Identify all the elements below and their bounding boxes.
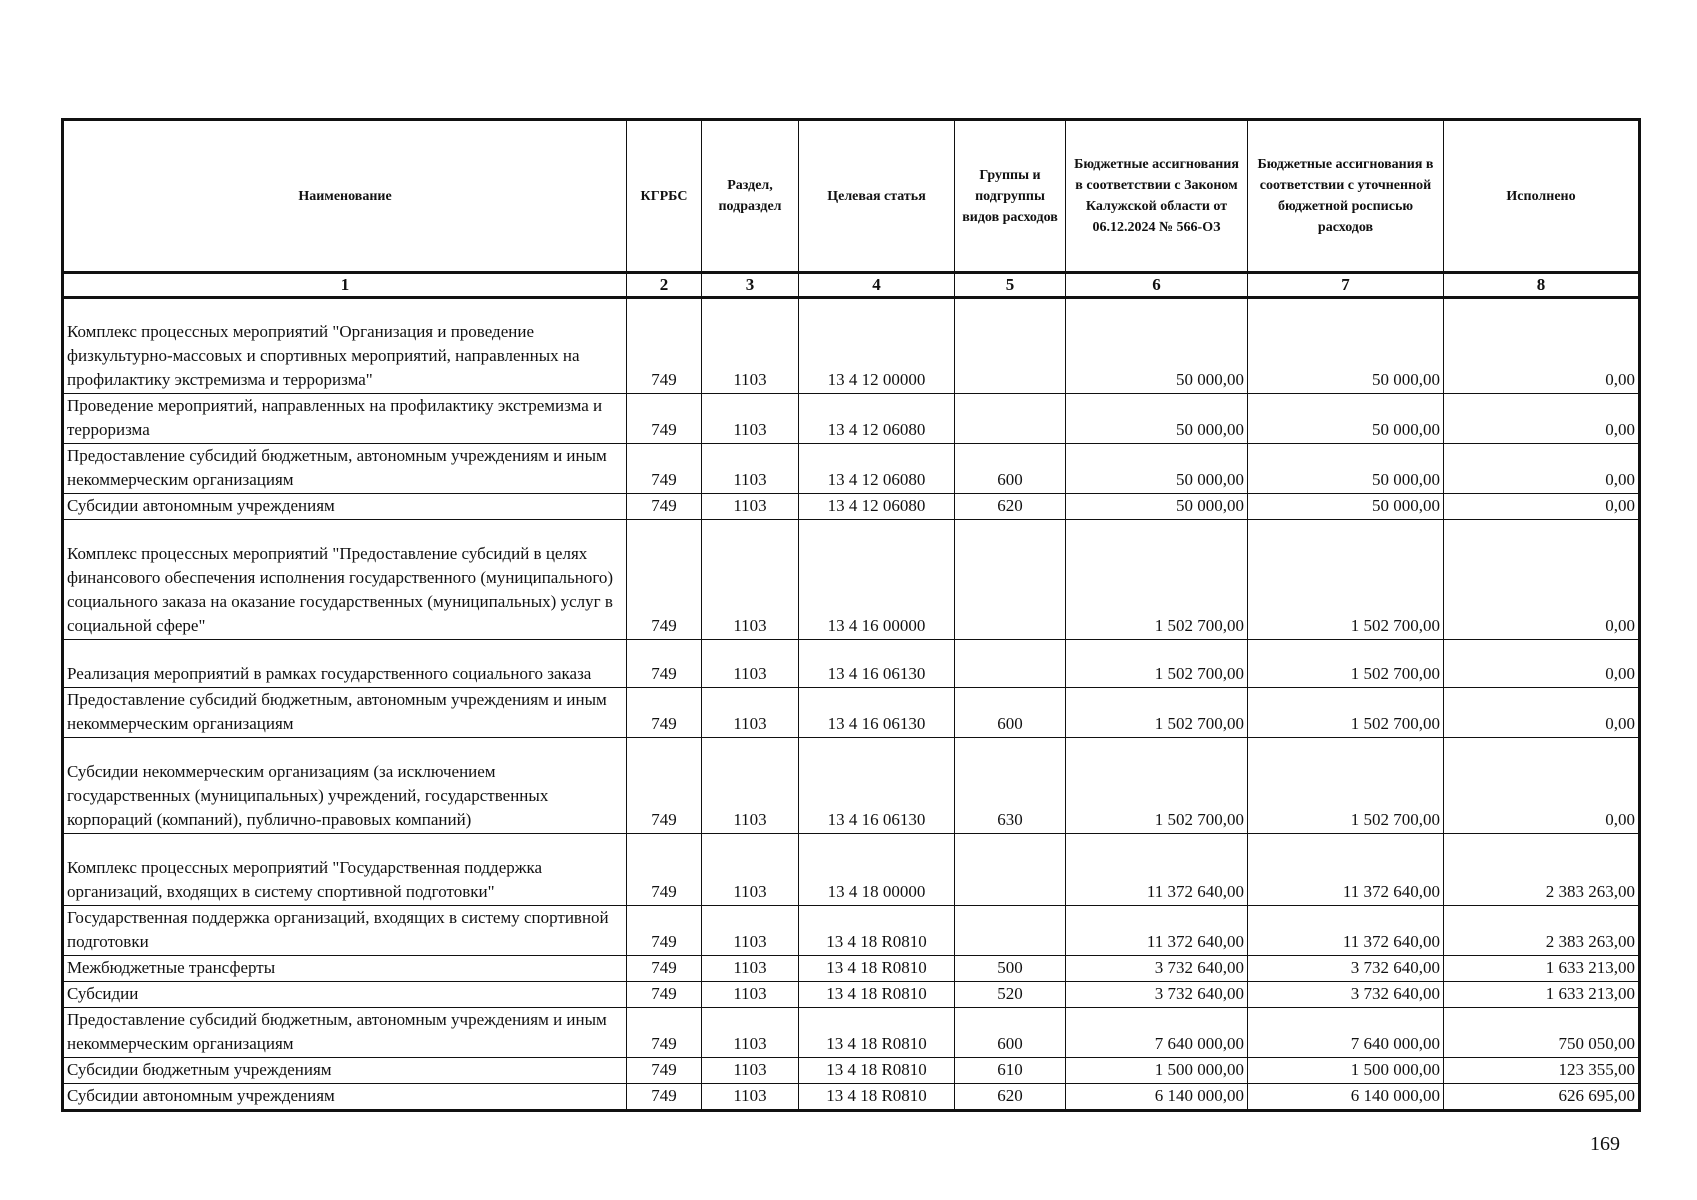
row-law-amount: 50 000,00	[1066, 298, 1248, 394]
row-target: 13 4 18 R0810	[799, 906, 955, 956]
row-kgrbs: 749	[627, 834, 702, 906]
row-law-amount: 50 000,00	[1066, 494, 1248, 520]
column-number: 3	[702, 273, 799, 298]
row-target: 13 4 12 00000	[799, 298, 955, 394]
row-executed-amount: 0,00	[1444, 394, 1640, 444]
column-number: 2	[627, 273, 702, 298]
row-executed-amount: 750 050,00	[1444, 1008, 1640, 1058]
row-executed-amount: 0,00	[1444, 494, 1640, 520]
row-refined-amount: 50 000,00	[1248, 494, 1444, 520]
row-executed-amount: 2 383 263,00	[1444, 906, 1640, 956]
row-kgrbs: 749	[627, 688, 702, 738]
row-refined-amount: 1 502 700,00	[1248, 738, 1444, 834]
row-executed-amount: 123 355,00	[1444, 1058, 1640, 1084]
row-law-amount: 3 732 640,00	[1066, 982, 1248, 1008]
table-row	[63, 738, 1640, 834]
column-number-row	[63, 273, 1640, 298]
row-law-amount: 11 372 640,00	[1066, 906, 1248, 956]
table-row	[63, 1084, 1640, 1111]
row-law-amount: 1 502 700,00	[1066, 640, 1248, 688]
row-refined-amount: 6 140 000,00	[1248, 1084, 1444, 1111]
row-name: Комплекс процессных мероприятий "Организация и проведение физкультурно-массовых и спортивных мероприятий, направленных на профилактику экстремизма и терроризма"	[63, 298, 627, 394]
row-group	[955, 906, 1066, 956]
row-executed-amount: 0,00	[1444, 640, 1640, 688]
row-kgrbs: 749	[627, 1084, 702, 1111]
row-section: 1103	[702, 906, 799, 956]
header-kgrbs: КГРБС	[627, 120, 702, 273]
table-row	[63, 520, 1640, 640]
row-name: Субсидии автономным учреждениям	[63, 1084, 627, 1111]
row-group	[955, 834, 1066, 906]
row-kgrbs: 749	[627, 1058, 702, 1084]
budget-sheet	[61, 118, 1638, 1112]
header-section: Раздел, подраздел	[702, 120, 799, 273]
budget-table	[61, 118, 1641, 1112]
row-name: Комплекс процессных мероприятий "Предоставление субсидий в целях финансового обеспечения исполнения государственного (муниципального) социального заказа на оказание государственных (муниципальных) услуг в социальной сфере"	[63, 520, 627, 640]
row-group: 600	[955, 688, 1066, 738]
row-refined-amount: 3 732 640,00	[1248, 982, 1444, 1008]
row-target: 13 4 18 00000	[799, 834, 955, 906]
row-group	[955, 640, 1066, 688]
row-section: 1103	[702, 956, 799, 982]
table-row	[63, 1008, 1640, 1058]
row-group	[955, 394, 1066, 444]
row-kgrbs: 749	[627, 520, 702, 640]
table-row	[63, 834, 1640, 906]
table-row	[63, 688, 1640, 738]
table-row	[63, 298, 1640, 394]
row-kgrbs: 749	[627, 494, 702, 520]
column-number: 5	[955, 273, 1066, 298]
row-section: 1103	[702, 738, 799, 834]
row-law-amount: 1 502 700,00	[1066, 738, 1248, 834]
row-kgrbs: 749	[627, 906, 702, 956]
row-target: 13 4 18 R0810	[799, 1008, 955, 1058]
row-executed-amount: 0,00	[1444, 298, 1640, 394]
column-number: 7	[1248, 273, 1444, 298]
row-group	[955, 298, 1066, 394]
row-group	[955, 520, 1066, 640]
table-row	[63, 1058, 1640, 1084]
table-row	[63, 494, 1640, 520]
row-name: Реализация мероприятий в рамках государственного социального заказа	[63, 640, 627, 688]
page-number: 169	[1590, 1133, 1620, 1155]
row-law-amount: 11 372 640,00	[1066, 834, 1248, 906]
row-section: 1103	[702, 520, 799, 640]
header-law: Бюджетные ассигнования в соответствии с Законом Калужской области от 06.12.2024 № 566-ОЗ	[1066, 120, 1248, 273]
row-executed-amount: 626 695,00	[1444, 1084, 1640, 1111]
row-kgrbs: 749	[627, 640, 702, 688]
row-section: 1103	[702, 982, 799, 1008]
row-executed-amount: 2 383 263,00	[1444, 834, 1640, 906]
row-section: 1103	[702, 1084, 799, 1111]
row-name: Субсидии	[63, 982, 627, 1008]
row-law-amount: 7 640 000,00	[1066, 1008, 1248, 1058]
row-group: 620	[955, 494, 1066, 520]
row-name: Предоставление субсидий бюджетным, автономным учреждениям и иным некоммерческим организациям	[63, 444, 627, 494]
row-kgrbs: 749	[627, 1008, 702, 1058]
table-row	[63, 394, 1640, 444]
header-executed: Исполнено	[1444, 120, 1640, 273]
row-section: 1103	[702, 688, 799, 738]
row-law-amount: 1 502 700,00	[1066, 688, 1248, 738]
table-row	[63, 906, 1640, 956]
row-refined-amount: 1 502 700,00	[1248, 688, 1444, 738]
row-group: 610	[955, 1058, 1066, 1084]
row-refined-amount: 7 640 000,00	[1248, 1008, 1444, 1058]
row-executed-amount: 0,00	[1444, 520, 1640, 640]
column-number: 4	[799, 273, 955, 298]
row-executed-amount: 1 633 213,00	[1444, 956, 1640, 982]
row-law-amount: 1 502 700,00	[1066, 520, 1248, 640]
table-row	[63, 444, 1640, 494]
row-law-amount: 50 000,00	[1066, 444, 1248, 494]
row-name: Предоставление субсидий бюджетным, автономным учреждениям и иным некоммерческим организациям	[63, 688, 627, 738]
row-section: 1103	[702, 444, 799, 494]
row-refined-amount: 50 000,00	[1248, 394, 1444, 444]
row-refined-amount: 50 000,00	[1248, 444, 1444, 494]
row-name: Проведение мероприятий, направленных на профилактику экстремизма и терроризма	[63, 394, 627, 444]
row-kgrbs: 749	[627, 956, 702, 982]
row-target: 13 4 18 R0810	[799, 1084, 955, 1111]
row-kgrbs: 749	[627, 738, 702, 834]
row-section: 1103	[702, 640, 799, 688]
header-row	[63, 120, 1640, 273]
row-target: 13 4 16 00000	[799, 520, 955, 640]
row-law-amount: 1 500 000,00	[1066, 1058, 1248, 1084]
row-name: Комплекс процессных мероприятий "Государственная поддержка организаций, входящих в систему спортивной подготовки"	[63, 834, 627, 906]
row-target: 13 4 18 R0810	[799, 982, 955, 1008]
column-number: 1	[63, 273, 627, 298]
row-group: 620	[955, 1084, 1066, 1111]
row-section: 1103	[702, 834, 799, 906]
row-executed-amount: 0,00	[1444, 444, 1640, 494]
row-name: Субсидии автономным учреждениям	[63, 494, 627, 520]
row-refined-amount: 50 000,00	[1248, 298, 1444, 394]
column-number: 6	[1066, 273, 1248, 298]
row-group: 600	[955, 444, 1066, 494]
row-refined-amount: 11 372 640,00	[1248, 834, 1444, 906]
row-section: 1103	[702, 394, 799, 444]
row-refined-amount: 3 732 640,00	[1248, 956, 1444, 982]
row-law-amount: 6 140 000,00	[1066, 1084, 1248, 1111]
row-refined-amount: 1 500 000,00	[1248, 1058, 1444, 1084]
row-name: Субсидии бюджетным учреждениям	[63, 1058, 627, 1084]
row-executed-amount: 1 633 213,00	[1444, 982, 1640, 1008]
row-group: 600	[955, 1008, 1066, 1058]
row-target: 13 4 12 06080	[799, 494, 955, 520]
table-row	[63, 956, 1640, 982]
row-target: 13 4 18 R0810	[799, 956, 955, 982]
row-kgrbs: 749	[627, 298, 702, 394]
row-kgrbs: 749	[627, 394, 702, 444]
row-name: Межбюджетные трансферты	[63, 956, 627, 982]
row-target: 13 4 18 R0810	[799, 1058, 955, 1084]
row-section: 1103	[702, 298, 799, 394]
row-executed-amount: 0,00	[1444, 738, 1640, 834]
row-group: 520	[955, 982, 1066, 1008]
row-refined-amount: 1 502 700,00	[1248, 520, 1444, 640]
header-name: Наименование	[63, 120, 627, 273]
row-kgrbs: 749	[627, 982, 702, 1008]
row-executed-amount: 0,00	[1444, 688, 1640, 738]
row-target: 13 4 16 06130	[799, 688, 955, 738]
row-group: 500	[955, 956, 1066, 982]
row-target: 13 4 16 06130	[799, 640, 955, 688]
header-group: Группы и подгруппы видов расходов	[955, 120, 1066, 273]
row-target: 13 4 12 06080	[799, 444, 955, 494]
column-number: 8	[1444, 273, 1640, 298]
row-law-amount: 50 000,00	[1066, 394, 1248, 444]
row-target: 13 4 12 06080	[799, 394, 955, 444]
row-refined-amount: 11 372 640,00	[1248, 906, 1444, 956]
header-refined: Бюджетные ассигнования в соответствии с уточненной бюджетной росписью расходов	[1248, 120, 1444, 273]
row-name: Предоставление субсидий бюджетным, автономным учреждениям и иным некоммерческим организациям	[63, 1008, 627, 1058]
row-section: 1103	[702, 494, 799, 520]
row-group: 630	[955, 738, 1066, 834]
row-law-amount: 3 732 640,00	[1066, 956, 1248, 982]
table-row	[63, 640, 1640, 688]
header-target: Целевая статья	[799, 120, 955, 273]
row-section: 1103	[702, 1008, 799, 1058]
row-target: 13 4 16 06130	[799, 738, 955, 834]
row-kgrbs: 749	[627, 444, 702, 494]
row-name: Субсидии некоммерческим организациям (за исключением государственных (муниципальных) учреждений, государственных корпораций (компаний), публично-правовых компаний)	[63, 738, 627, 834]
row-section: 1103	[702, 1058, 799, 1084]
table-row	[63, 982, 1640, 1008]
row-refined-amount: 1 502 700,00	[1248, 640, 1444, 688]
row-name: Государственная поддержка организаций, входящих в систему спортивной подготовки	[63, 906, 627, 956]
